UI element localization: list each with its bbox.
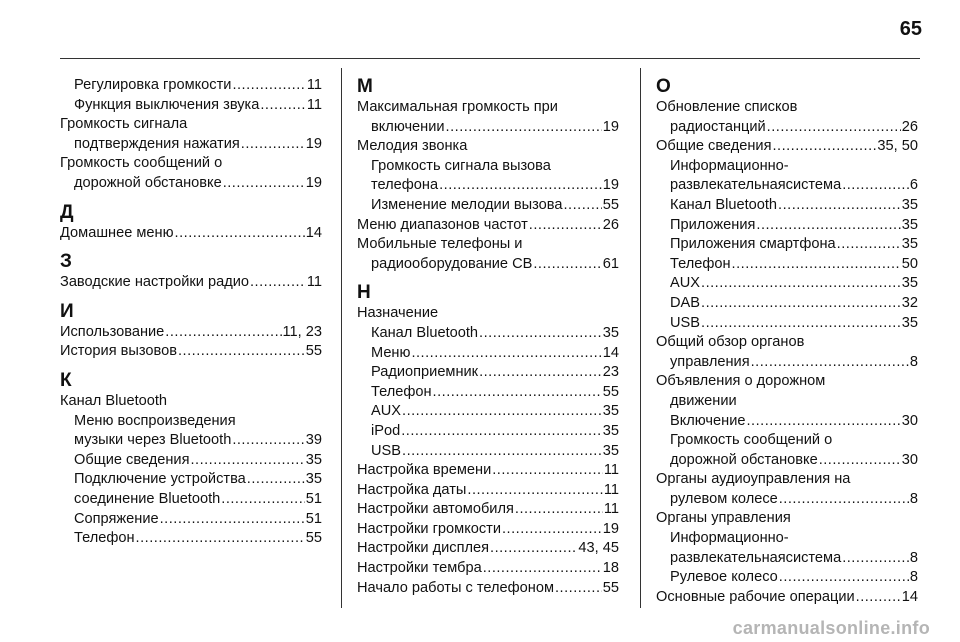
entry-text: USB [371,442,402,459]
entry-text: Сопряжение [74,510,159,527]
page-ref: 35 [901,196,918,213]
page-ref: 19 [602,520,619,537]
entry-text: Настройки автомобиля [357,501,514,518]
entry-text: музыки через Bluetooth [74,432,232,449]
entry-text: Основные рабочие операции [656,588,855,605]
index-entry [357,481,619,501]
index-entry [357,137,619,157]
index-entry [357,402,619,422]
index-entry [60,470,322,490]
section-letter: Н [357,282,371,304]
index-entry [656,568,918,588]
header-rule [60,58,920,59]
entry-text: Обновление списков [656,99,798,115]
page-ref: 23 [602,364,619,381]
page-ref: 14 [305,224,322,241]
index-entry [357,196,619,216]
page-ref: 55 [305,530,322,547]
entry-text: дорожной обстановке [670,451,818,468]
index-entry [357,520,619,540]
page-ref: 35 [305,451,322,468]
entry-text: Меню [371,344,411,361]
entry-text: включении [371,118,445,135]
page-ref: 11 [603,481,619,498]
entry-text: Настройки громкости [357,520,501,537]
index-entry [60,412,322,451]
index-entry [656,588,918,608]
section-letter: Д [60,201,74,223]
entry-text: Включение [670,412,746,429]
index-entry [357,579,619,599]
index-entry [357,157,619,196]
entry-text: Объявления о дорожном [656,373,826,390]
page-ref: 35 [901,275,918,292]
page-ref: 35 [602,442,619,459]
entry-text: Общие сведения [74,451,190,468]
entry-text: Настройка времени [357,462,492,479]
page-ref: 35 [602,324,619,341]
entry-text: управления [670,353,750,370]
entry-text: рулевом колесе [670,490,778,507]
page-ref: 19 [305,135,322,152]
section-letter: З [60,251,72,273]
page-ref: 11 [306,77,322,93]
index-entry [656,529,918,568]
page-ref: 18 [602,560,619,577]
page-ref: 11, 23 [282,323,322,340]
entry-text: радиостанций [670,118,766,135]
index-entry [60,510,322,530]
entry-text: Громкость сигнала [60,116,188,133]
page-number: 65 [899,18,922,40]
page-ref: 35 [602,422,619,439]
entry-text: Мобильные телефоны и [357,236,523,253]
page-ref: 19 [602,118,619,135]
index-entry [656,274,918,294]
index-entry [60,76,322,96]
entry-text: AUX [670,275,701,292]
page-ref: 39 [305,432,322,449]
index-entry [357,324,619,344]
page-ref: 43, 45 [578,540,619,557]
entry-text: дорожной обстановке [74,174,222,191]
entry-text: развлекательнаясистема [670,549,842,566]
entry-text: Максимальная громкость при [357,99,558,115]
page-ref: 51 [305,490,322,507]
entry-text: Использование [60,323,165,340]
index-entry [60,154,322,193]
entry-text: Телефон [371,383,432,400]
section-letter: И [60,300,74,322]
page-ref: 30 [901,451,918,468]
watermark: carmanualsonline.info [732,618,930,638]
index-entry [60,490,322,510]
entry-text: Общий обзор органов [656,334,805,351]
index-entry [656,412,918,432]
entry-text: Настройка даты [357,481,467,498]
index-entry [60,115,322,154]
index-entry [357,235,619,274]
index-entry [60,342,322,362]
entry-text: Канал Bluetooth [60,392,168,409]
entry-text: Назначение [357,305,439,322]
page-ref: 55 [602,196,619,213]
entry-text: Заводские настройки радио [60,274,249,291]
page-ref: 11 [603,462,619,479]
column-divider [341,68,342,608]
entry-text: USB [670,314,701,331]
entry-text: Канал Bluetooth [670,196,778,213]
page-ref: 35 [901,236,918,253]
entry-text: подтверждения нажатия [74,135,240,152]
page-ref: 35 [901,216,918,233]
entry-text: Общие сведения [656,138,772,155]
entry-text: Настройки дисплея [357,540,490,557]
entry-text: Громкость сигнала вызова [371,157,551,174]
page-ref: 51 [305,510,322,527]
index-entry [60,273,322,293]
page-ref: 55 [305,343,322,360]
entry-text: телефона [371,177,439,194]
index-entry [656,431,918,470]
index-entry [656,216,918,236]
page-ref: 55 [602,579,619,596]
index-entry [656,294,918,314]
index-entry [357,304,619,324]
column-divider [640,68,641,608]
index-entry [656,157,918,196]
entry-text: Меню воспроизведения [74,412,236,429]
entry-text: Регулировка громкости [74,77,232,93]
index-entry [60,529,322,549]
index-entry [357,422,619,442]
entry-text: Изменение мелодии вызова [371,196,563,213]
index-entry [60,451,322,471]
index-column-2 [357,76,619,598]
index-column-3 [656,76,918,607]
index-entry [357,461,619,481]
index-entry [60,392,322,412]
page-ref: 8 [909,549,918,566]
index-entry [656,98,918,137]
entry-text: Громкость сообщений о [60,155,223,172]
entry-text: Рулевое колесо [670,569,778,586]
index-entry [357,500,619,520]
section-letter: О [656,76,671,97]
index-entry [60,323,322,343]
entry-text: Канал Bluetooth [371,324,479,341]
index-entry [656,333,918,372]
entry-text: Телефон [74,530,135,547]
entry-text: Информационно- [670,157,789,174]
index-entry [656,255,918,275]
index-entry [357,383,619,403]
index-entry [656,137,918,157]
index-entry [357,559,619,579]
entry-text: Подключение устройства [74,471,246,488]
index-entry [656,235,918,255]
entry-text: Радиоприемник [371,364,479,381]
page-ref: 8 [909,569,918,586]
index-entry [357,216,619,236]
page-ref: 11 [306,96,322,113]
entry-text: Меню диапазонов частот [357,216,528,233]
section-letter: К [60,369,72,391]
index-entry [60,224,322,244]
index-entry [357,442,619,462]
entry-text: развлекательнаясистема [670,177,842,194]
page-ref: 35 [602,403,619,420]
index-entry [656,314,918,334]
page-ref: 8 [909,353,918,370]
entry-text: соединение Bluetooth [74,490,221,507]
entry-text: Органы управления [656,510,791,527]
page-ref: 32 [901,294,918,311]
entry-text: Настройки тембра [357,560,482,577]
index-entry [60,96,322,116]
page-ref: 14 [602,344,619,361]
index-entry [656,509,918,529]
entry-text: Громкость сообщений о [670,432,833,449]
entry-text: Домашнее меню [60,224,174,241]
entry-text: iPod [371,422,401,439]
entry-text: Мелодия звонка [357,138,468,155]
page-ref: 50 [901,255,918,272]
entry-text: Информационно- [670,530,789,547]
entry-text: Функция выключения звука [74,96,260,113]
index-entry [357,98,619,137]
entry-text: DAB [670,294,701,311]
entry-text: Органы аудиоуправления на [656,471,851,488]
page-ref: 61 [602,255,619,272]
index-entry [357,539,619,559]
page-ref: 35 [305,471,322,488]
page-ref: 55 [602,383,619,400]
page-ref: 35 [901,314,918,331]
entry-text: радиооборудование CB [371,255,533,272]
entry-text: История вызовов [60,343,177,360]
index-entry [357,344,619,364]
page-ref: 8 [909,490,918,507]
page-ref: 11 [603,501,619,518]
section-letter: М [357,76,373,97]
page-ref: 30 [901,412,918,429]
page-ref: 26 [602,216,619,233]
page-ref: 19 [602,177,619,194]
index-column-1 [60,76,322,549]
page-ref: 14 [901,588,918,605]
index-entry [656,470,918,509]
entry-text: AUX [371,403,402,420]
entry-text: Приложения смартфона [670,236,836,253]
index-entry [656,372,918,411]
page-ref: 26 [901,118,918,135]
page-ref: 35, 50 [877,138,918,155]
index-entry [357,363,619,383]
entry-text: Приложения [670,216,756,233]
page-ref: 11 [306,274,322,291]
index-entry [656,196,918,216]
entry-text: Телефон [670,255,731,272]
entry-text: Начало работы с телефоном [357,579,554,596]
page-ref: 19 [305,174,322,191]
entry-text: движении [670,392,737,409]
page-ref: 6 [909,177,918,194]
